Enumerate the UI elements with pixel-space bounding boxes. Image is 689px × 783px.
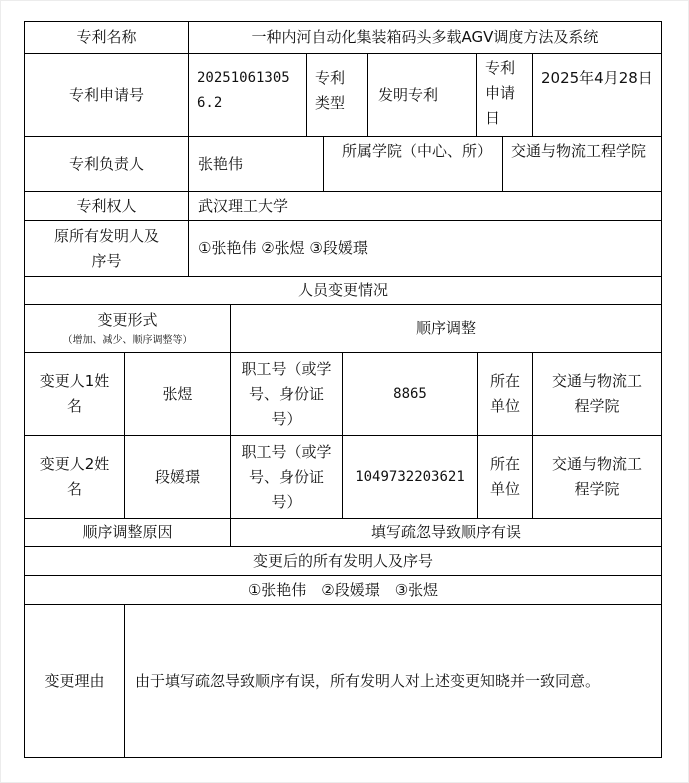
person1-label: 变更人1姓名 bbox=[24, 352, 125, 436]
order-reason-value: 填写疏忽导致顺序有误 bbox=[230, 518, 662, 547]
patent-change-form bbox=[24, 21, 662, 758]
college-value: 交通与物流工程学院 bbox=[502, 136, 662, 192]
person2-name: 段媛璟 bbox=[124, 435, 231, 519]
application-date-label: 专利申请日 bbox=[476, 53, 533, 137]
application-no-label: 专利申请号 bbox=[24, 53, 189, 137]
personnel-change-header: 人员变更情况 bbox=[24, 276, 662, 305]
change-form-note: （增加、减少、顺序调整等） bbox=[62, 335, 193, 346]
after-inventors-label: 变更后的所有发明人及序号 bbox=[24, 546, 662, 576]
change-form-value: 顺序调整 bbox=[230, 304, 662, 353]
application-no-value: 202510613056.2 bbox=[188, 53, 307, 137]
patentee-label: 专利权人 bbox=[24, 191, 189, 221]
person2-id-label: 职工号（或学号、身份证号） bbox=[230, 435, 343, 519]
person2-id-value: 1049732203621 bbox=[342, 435, 478, 519]
change-form-label: 变更形式 bbox=[97, 311, 158, 329]
after-inventors-value: ①张艳伟 ②段媛璟 ③张煜 bbox=[24, 575, 662, 605]
patent-type-label: 专利类型 bbox=[306, 53, 368, 137]
owner-value: 张艳伟 bbox=[188, 136, 324, 192]
order-reason-label: 顺序调整原因 bbox=[24, 518, 231, 547]
change-reason-label: 变更理由 bbox=[24, 604, 125, 758]
person2-label: 变更人2姓名 bbox=[24, 435, 125, 519]
person1-id-label: 职工号（或学号、身份证号） bbox=[230, 352, 343, 436]
patent-name-label: 专利名称 bbox=[24, 21, 189, 54]
change-reason-value: 由于填写疏忽导致顺序有误，所有发明人对上述变更知晓并一致同意。 bbox=[124, 604, 662, 758]
patent-type-value: 发明专利 bbox=[367, 53, 477, 137]
original-inventors-label: 原所有发明人及序号 bbox=[24, 220, 189, 277]
person1-unit-label: 所在单位 bbox=[477, 352, 533, 436]
application-date-value: 2025年4月28日 bbox=[532, 53, 662, 137]
person1-id-value: 8865 bbox=[342, 352, 478, 436]
person2-unit-value: 交通与物流工程学院 bbox=[532, 435, 662, 519]
college-label: 所属学院（中心、所） bbox=[323, 136, 503, 192]
original-inventors-value: ①张艳伟 ②张煜 ③段媛璟 bbox=[188, 220, 662, 277]
person1-unit-value: 交通与物流工程学院 bbox=[532, 352, 662, 436]
person1-name: 张煜 bbox=[124, 352, 231, 436]
person2-unit-label: 所在单位 bbox=[477, 435, 533, 519]
change-form-label-cell bbox=[24, 304, 231, 353]
patent-name-value: 一种内河自动化集装箱码头多载AGV调度方法及系统 bbox=[188, 21, 662, 54]
patentee-value: 武汉理工大学 bbox=[188, 191, 662, 221]
owner-label: 专利负责人 bbox=[24, 136, 189, 192]
